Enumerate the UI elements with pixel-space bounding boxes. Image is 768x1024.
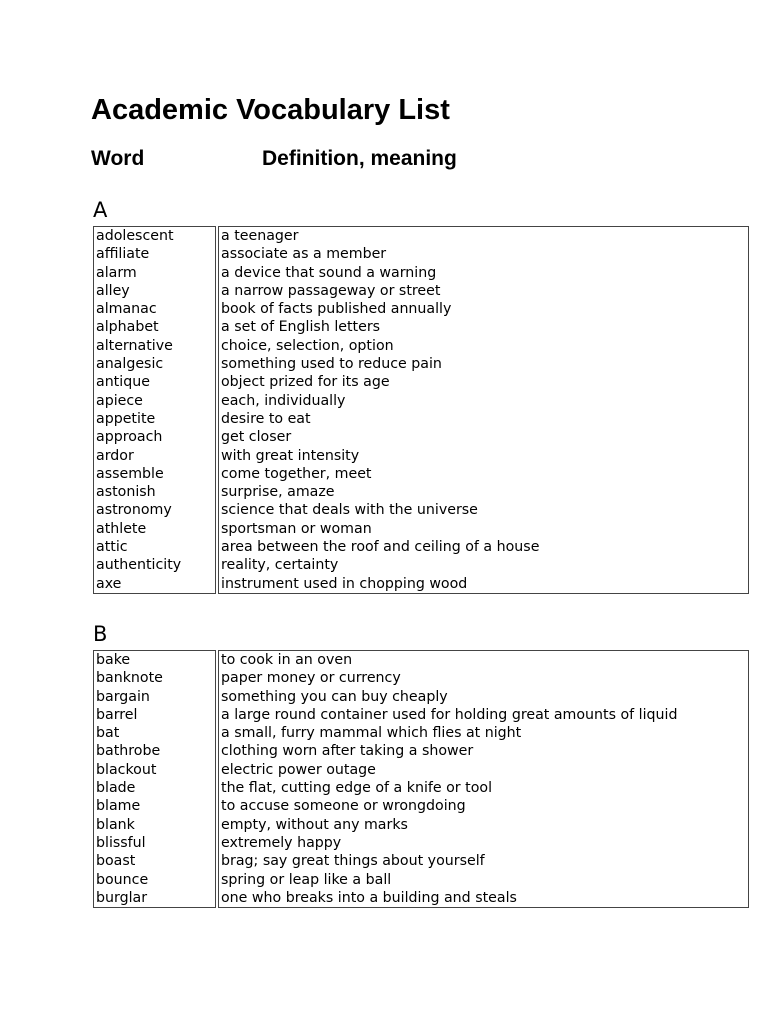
- table-row: [93, 871, 749, 889]
- vocab-word: alley: [93, 282, 216, 300]
- vocab-definition: instrument used in chopping wood: [218, 575, 749, 594]
- table-row: [93, 538, 749, 556]
- vocab-definition: object prized for its age: [218, 373, 749, 391]
- table-row: [93, 373, 749, 391]
- vocab-definition: sportsman or woman: [218, 520, 749, 538]
- vocab-definition: something you can buy cheaply: [218, 688, 749, 706]
- table-row: [93, 226, 749, 245]
- vocab-word: adolescent: [93, 226, 216, 245]
- table-row: [93, 797, 749, 815]
- vocab-word: bat: [93, 724, 216, 742]
- vocab-definition: science that deals with the universe: [218, 501, 749, 519]
- vocab-word: blame: [93, 797, 216, 815]
- vocab-word: alternative: [93, 337, 216, 355]
- vocab-word: bake: [93, 650, 216, 669]
- table-row: [93, 852, 749, 870]
- vocab-definition: a device that sound a warning: [218, 264, 749, 282]
- table-row: [93, 300, 749, 318]
- vocab-definition: choice, selection, option: [218, 337, 749, 355]
- table-row: [93, 889, 749, 908]
- vocab-word: banknote: [93, 669, 216, 687]
- table-row: [93, 706, 749, 724]
- vocab-definition: with great intensity: [218, 447, 749, 465]
- word-column-header: Word: [91, 147, 145, 170]
- table-row: [93, 428, 749, 446]
- vocab-definition: reality, certainty: [218, 556, 749, 574]
- vocab-word: appetite: [93, 410, 216, 428]
- vocab-word: bathrobe: [93, 742, 216, 760]
- table-row: [93, 282, 749, 300]
- table-row: [93, 501, 749, 519]
- vocab-definition: a narrow passageway or street: [218, 282, 749, 300]
- vocab-definition: area between the roof and ceiling of a house: [218, 538, 749, 556]
- vocab-word: affiliate: [93, 245, 216, 263]
- table-row: [93, 337, 749, 355]
- table-row: [93, 688, 749, 706]
- vocab-word: almanac: [93, 300, 216, 318]
- table-row: [93, 575, 749, 594]
- vocab-word: antique: [93, 373, 216, 391]
- table-row: [93, 264, 749, 282]
- vocab-definition: electric power outage: [218, 761, 749, 779]
- vocab-definition: come together, meet: [218, 465, 749, 483]
- table-row: [93, 447, 749, 465]
- vocab-definition: clothing worn after taking a shower: [218, 742, 749, 760]
- table-row: [93, 834, 749, 852]
- table-row: [93, 742, 749, 760]
- table-row: [93, 465, 749, 483]
- vocab-word: blank: [93, 816, 216, 834]
- vocab-definition: the flat, cutting edge of a knife or tool: [218, 779, 749, 797]
- vocab-definition: to cook in an oven: [218, 650, 749, 669]
- table-row: [93, 392, 749, 410]
- table-row: [93, 245, 749, 263]
- table-row: [93, 318, 749, 336]
- vocab-word: bargain: [93, 688, 216, 706]
- table-row: [93, 761, 749, 779]
- table-row: [93, 724, 749, 742]
- vocab-definition: paper money or currency: [218, 669, 749, 687]
- table-row: [93, 483, 749, 501]
- vocab-definition: surprise, amaze: [218, 483, 749, 501]
- vocab-word: athlete: [93, 520, 216, 538]
- vocab-definition: desire to eat: [218, 410, 749, 428]
- table-row: [93, 816, 749, 834]
- table-row: [93, 556, 749, 574]
- section-letter-b: B: [93, 622, 108, 646]
- table-row: [93, 410, 749, 428]
- vocab-table-b-body: [93, 650, 749, 908]
- vocab-word: analgesic: [93, 355, 216, 373]
- vocab-definition: brag; say great things about yourself: [218, 852, 749, 870]
- vocab-definition: something used to reduce pain: [218, 355, 749, 373]
- vocab-table-a: [91, 226, 751, 594]
- table-row: [93, 355, 749, 373]
- vocab-word: alphabet: [93, 318, 216, 336]
- vocab-definition: a large round container used for holding great amounts of liquid: [218, 706, 749, 724]
- vocab-word: apiece: [93, 392, 216, 410]
- vocab-definition: get closer: [218, 428, 749, 446]
- vocab-definition: a teenager: [218, 226, 749, 245]
- vocab-definition: to accuse someone or wrongdoing: [218, 797, 749, 815]
- vocab-table-a-body: [93, 226, 749, 594]
- vocab-word: blackout: [93, 761, 216, 779]
- vocab-definition: associate as a member: [218, 245, 749, 263]
- vocab-word: ardor: [93, 447, 216, 465]
- vocab-word: alarm: [93, 264, 216, 282]
- vocab-definition: empty, without any marks: [218, 816, 749, 834]
- vocab-word: approach: [93, 428, 216, 446]
- vocab-word: authenticity: [93, 556, 216, 574]
- vocab-word: boast: [93, 852, 216, 870]
- vocab-word: astonish: [93, 483, 216, 501]
- vocab-word: bounce: [93, 871, 216, 889]
- vocab-table-b: [91, 650, 751, 908]
- vocab-definition: each, individually: [218, 392, 749, 410]
- vocab-definition: extremely happy: [218, 834, 749, 852]
- vocab-word: assemble: [93, 465, 216, 483]
- table-row: [93, 779, 749, 797]
- vocab-word: barrel: [93, 706, 216, 724]
- vocab-word: attic: [93, 538, 216, 556]
- vocab-definition: book of facts published annually: [218, 300, 749, 318]
- definition-column-header: Definition, meaning: [262, 147, 457, 170]
- vocab-word: astronomy: [93, 501, 216, 519]
- vocab-word: blade: [93, 779, 216, 797]
- vocab-word: blissful: [93, 834, 216, 852]
- table-row: [93, 520, 749, 538]
- table-row: [93, 650, 749, 669]
- vocab-definition: one who breaks into a building and steals: [218, 889, 749, 908]
- vocab-definition: a small, furry mammal which flies at night: [218, 724, 749, 742]
- table-row: [93, 669, 749, 687]
- vocab-word: burglar: [93, 889, 216, 908]
- vocab-definition: a set of English letters: [218, 318, 749, 336]
- section-letter-a: A: [93, 198, 108, 222]
- vocab-word: axe: [93, 575, 216, 594]
- vocab-definition: spring or leap like a ball: [218, 871, 749, 889]
- page-title: Academic Vocabulary List: [91, 94, 450, 126]
